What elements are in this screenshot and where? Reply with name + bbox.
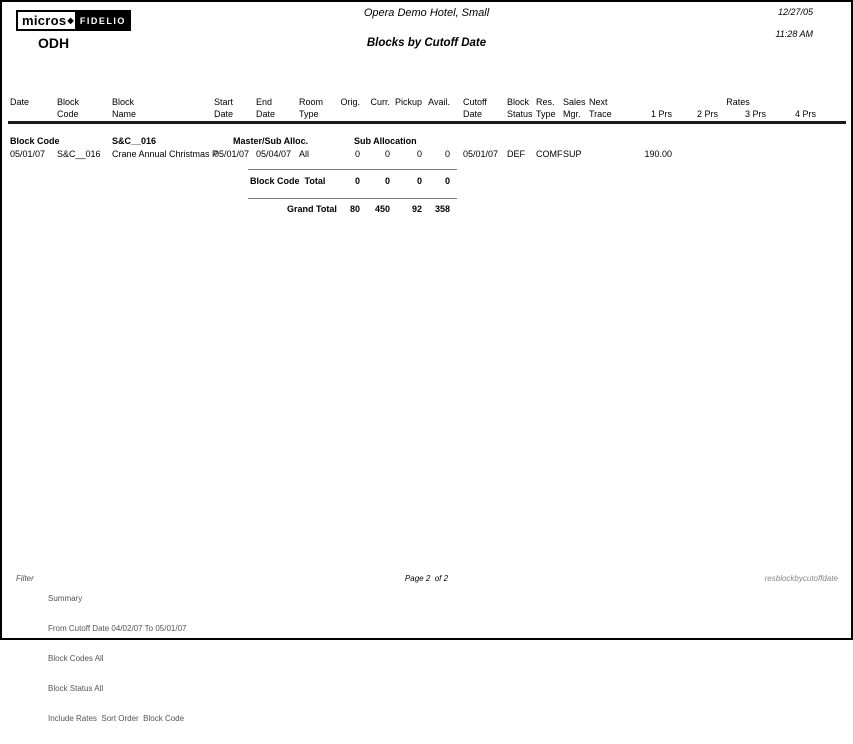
row-sales-mgr: SUP <box>563 149 582 159</box>
block-code-total-curr: 0 <box>384 176 390 186</box>
col-rate-1prs: 1 Prs <box>650 109 672 119</box>
row-res-type: COMF <box>536 149 563 159</box>
print-date: 12/27/05 <box>777 7 813 17</box>
row-date: 05/01/07 <box>10 149 46 159</box>
property-code: ODH <box>38 35 70 51</box>
group-label: Block Code <box>10 136 60 146</box>
col-block-code-l2: Code <box>57 109 79 119</box>
row-block-name: Crane Annual Christmas P <box>112 149 219 159</box>
subtotal-rule <box>248 169 457 170</box>
col-sales-mgr-l1: Sales <box>563 97 586 107</box>
row-avail: 0 <box>444 149 450 159</box>
col-start-date-l1: Start <box>214 97 234 107</box>
col-cutoff-l2: Date <box>463 109 483 119</box>
block-code-total-orig: 0 <box>354 176 360 186</box>
filter-summary <box>48 574 186 744</box>
row-block-code: S&C__016 <box>57 149 101 159</box>
block-code-total-avail: 0 <box>444 176 450 186</box>
row-cutoff-date: 05/01/07 <box>463 149 499 159</box>
col-rate-3prs: 3 Prs <box>744 109 766 119</box>
grand-total-label: Grand Total <box>287 204 337 214</box>
col-orig: Orig. <box>340 97 360 107</box>
row-curr: 0 <box>384 149 390 159</box>
filter-line: From Cutoff Date 04/02/07 To 05/01/07 <box>48 624 187 633</box>
col-date-l1: Date <box>10 97 30 107</box>
col-next-trace-l1: Next <box>589 97 608 107</box>
col-rate-4prs: 4 Prs <box>794 109 816 119</box>
header-rule <box>8 121 846 124</box>
group-alloc-type: Master/Sub Alloc. <box>233 136 309 146</box>
row-orig: 0 <box>354 149 360 159</box>
micros-logo-text: micros <box>22 13 67 28</box>
col-cutoff-l1: Cutoff <box>463 97 487 107</box>
report-title: Blocks by Cutoff Date <box>366 37 487 49</box>
col-pickup: Pickup <box>394 97 422 107</box>
col-block-code-l1: Block <box>57 97 80 107</box>
col-start-date-l2: Date <box>214 109 234 119</box>
group-block-code: S&C__016 <box>112 136 157 146</box>
col-block-name-l2: Name <box>112 109 137 119</box>
col-block-name-l1: Block <box>112 97 135 107</box>
hotel-name: Opera Demo Hotel, Small <box>363 7 490 19</box>
filter-line: Summary <box>48 594 83 603</box>
col-next-trace-l2: Trace <box>589 109 612 119</box>
row-pickup: 0 <box>416 149 422 159</box>
grand-total-avail: 358 <box>434 204 450 214</box>
col-sales-mgr-l2: Mgr. <box>563 109 581 119</box>
col-avail: Avail. <box>428 97 450 107</box>
col-end-date-l1: End <box>256 97 273 107</box>
col-room-type-l1: Room <box>299 97 324 107</box>
row-end-date: 05/04/07 <box>256 149 292 159</box>
col-room-type-l2: Type <box>299 109 319 119</box>
col-rate-2prs: 2 Prs <box>696 109 718 119</box>
col-rates-group: Rates <box>726 97 750 107</box>
filter-line: Block Status All <box>48 684 104 693</box>
row-start-date: 05/01/07 <box>214 149 250 159</box>
diamond-icon: ◆ <box>67 16 74 25</box>
col-res-type-l1: Res. <box>536 97 555 107</box>
row-rate-1prs: 190.00 <box>644 149 672 159</box>
col-block-status-l1: Block <box>507 97 530 107</box>
grand-total-curr: 450 <box>374 204 390 214</box>
filter-label: Filter <box>16 574 34 583</box>
grand-total-pickup: 92 <box>411 204 422 214</box>
grand-total-orig: 80 <box>349 204 360 214</box>
filter-line: Include Rates Sort Order Block Code <box>48 714 185 723</box>
col-curr: Curr. <box>370 97 390 107</box>
fidelio-logo-text: FIDELIO <box>77 10 131 31</box>
print-time: 11:28 AM <box>775 29 813 39</box>
filter-line: Block Codes All <box>48 654 104 663</box>
group-sub-alloc: Sub Allocation <box>354 136 417 146</box>
col-res-type-l2: Type <box>536 109 556 119</box>
page-number: Page 2 of 2 <box>404 574 449 583</box>
block-code-total-pickup: 0 <box>416 176 422 186</box>
row-room-type: All <box>299 149 310 159</box>
col-block-status-l2: Status <box>507 109 533 119</box>
report-file-name: resblockbycutoffdate <box>764 574 838 583</box>
block-code-total-label: Block Code Total <box>250 176 326 186</box>
row-block-status: DEF <box>507 149 525 159</box>
grand-total-rule <box>248 198 457 199</box>
col-end-date-l2: Date <box>256 109 276 119</box>
